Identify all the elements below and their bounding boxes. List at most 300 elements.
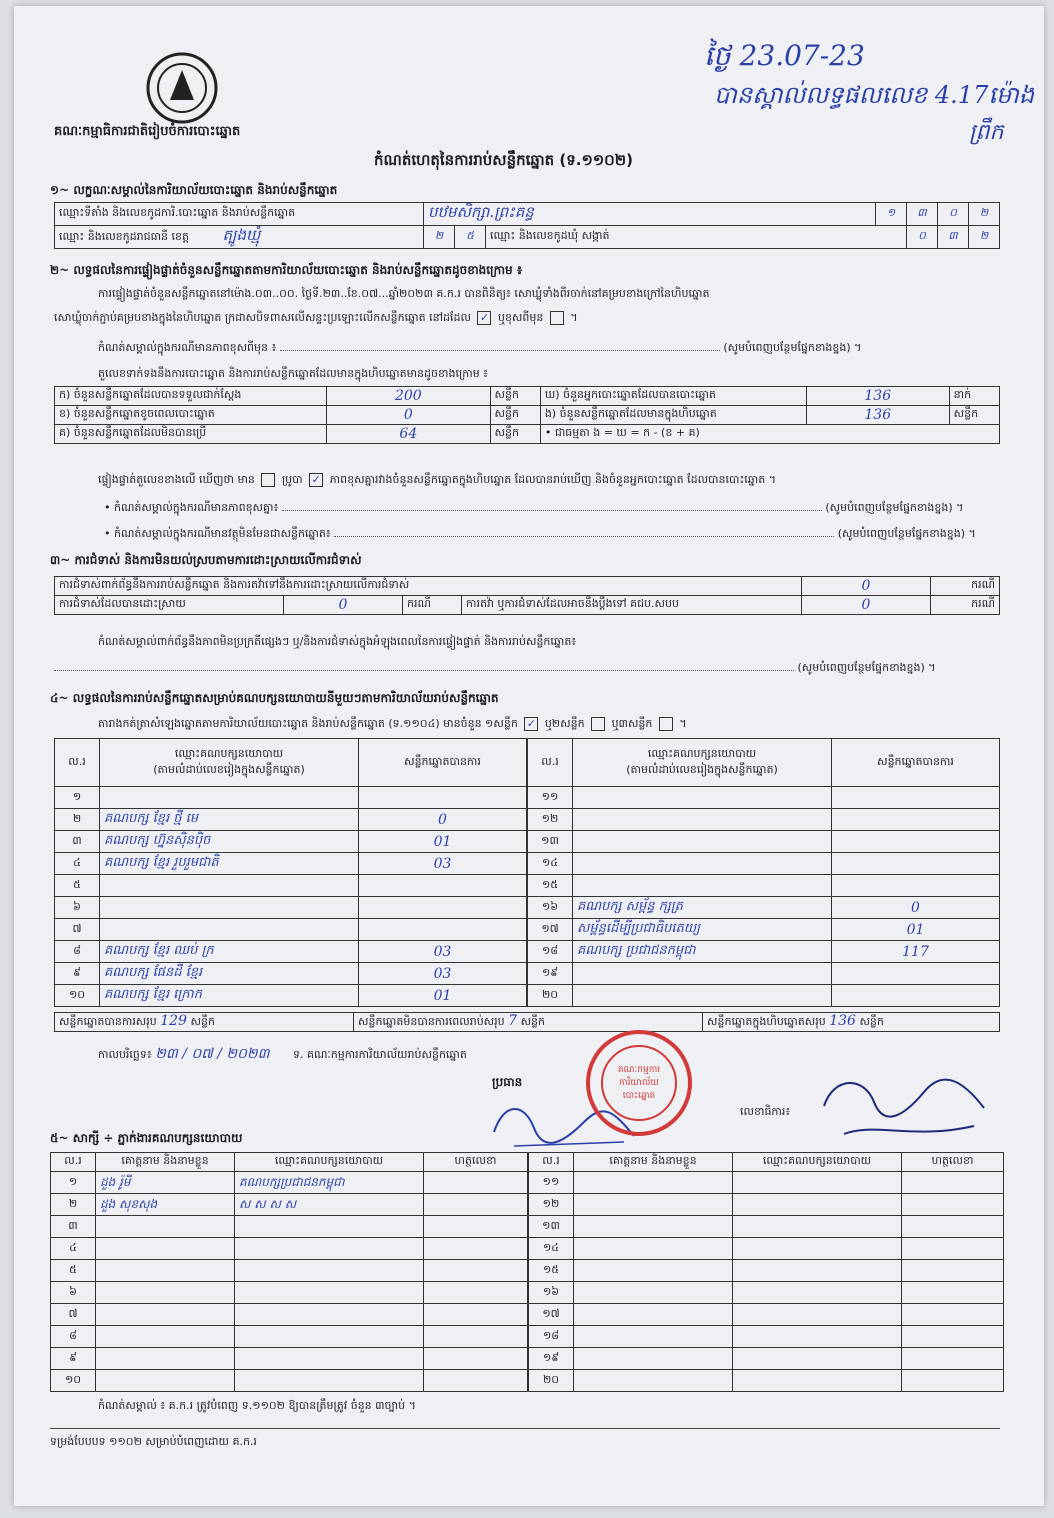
vote-row bbox=[55, 809, 527, 831]
location-code-4: ២ bbox=[969, 203, 1000, 226]
vote-row-votes bbox=[832, 853, 1000, 875]
witness-row-party bbox=[235, 1260, 424, 1282]
section3-table bbox=[54, 576, 1000, 615]
witness-row-no: ១ bbox=[51, 1172, 96, 1194]
section3-note: កំណត់សម្គាល់ពាក់ព័ន្ធនឹងភាពមិនប្រក្រតីផ្សេងៗ ឬ/និងការជំទាស់ក្នុងអំឡុងពេលនៃការផ្ទៀងផ្ទាត់ និងការរាប់សន្លឹកឆ្នោត៖ bbox=[98, 635, 577, 648]
three-sheets-checkbox[interactable] bbox=[659, 717, 673, 731]
witness-row-name bbox=[96, 1348, 235, 1370]
witness-row-party bbox=[733, 1172, 902, 1194]
witness-row-name bbox=[574, 1370, 733, 1392]
totals-box-unit: សន្លឹក bbox=[859, 1015, 884, 1028]
vote-row-party bbox=[573, 787, 832, 809]
witness-row-party: គណបក្សប្រជាជនកម្ពុជា bbox=[235, 1172, 424, 1194]
compare-tail: ភាពខុសគ្នារវាងចំនួនសន្លឹកឆ្នោតក្នុងហិបឆ្នោត ដែលបានរាប់ឃើញ និងចំនួនអ្នកបោះឆ្នោត ដែលបានបោះឆ្នោត ។ bbox=[329, 473, 776, 486]
location-value: បឋមសិក្សា.ព្រះគន្ធ bbox=[424, 203, 876, 226]
section4-sub-opt2: ឬ២សន្លឹក bbox=[544, 717, 585, 730]
witness-row-no: ៤ bbox=[51, 1238, 96, 1260]
totals-box-cell bbox=[703, 1013, 1000, 1032]
vote-row bbox=[528, 897, 1000, 919]
witness-row-no: ១៦ bbox=[529, 1282, 574, 1304]
witness-row-no: ២០ bbox=[529, 1370, 574, 1392]
witness-row bbox=[529, 1370, 1004, 1392]
witness-row-no: ១៥ bbox=[529, 1260, 574, 1282]
vote-row-party: គណបក្ស ខ្មែរ ក្រោក bbox=[100, 985, 359, 1007]
witness-row-no: ១៧ bbox=[529, 1304, 574, 1326]
witness-row-party bbox=[733, 1348, 902, 1370]
witness-row-name bbox=[574, 1260, 733, 1282]
vote-row-no: ១៦ bbox=[528, 897, 573, 919]
vote-row-party bbox=[573, 809, 832, 831]
bullet1-text: • កំណត់សម្គាល់ក្នុងករណីមានភាពខុសគ្នា៖ bbox=[104, 501, 279, 514]
section2-para2-end: ។ bbox=[570, 311, 578, 324]
province-code-1: ២ bbox=[424, 226, 455, 249]
chair-label: ប្រធាន bbox=[492, 1075, 523, 1089]
vote-row-no: ១៨ bbox=[528, 941, 573, 963]
totals-valid-unit: សន្លឹក bbox=[190, 1015, 215, 1028]
vote-row-no: ១៥ bbox=[528, 875, 573, 897]
witness-row-name bbox=[574, 1216, 733, 1238]
section4-title: ៤~ លទ្ធផលនៃការរាប់សន្លឹកឆ្នោតសម្រាប់គណបក្សនយោបាយនីមួយៗតាមការិយាល័យរាប់សន្លឹកឆ្នោត bbox=[50, 691, 499, 705]
difference-no-checkbox[interactable]: ✓ bbox=[309, 473, 323, 487]
vote-row bbox=[55, 919, 527, 941]
votes-left-col-no: ល.រ bbox=[55, 739, 100, 787]
witness-row-party bbox=[733, 1282, 902, 1304]
witness-table-right bbox=[528, 1152, 1004, 1392]
witness-row-no: ៣ bbox=[51, 1216, 96, 1238]
witness-row bbox=[51, 1260, 528, 1282]
witness-row-party bbox=[235, 1348, 424, 1370]
resolved-value: 0 bbox=[284, 596, 403, 615]
section4-sub bbox=[98, 716, 687, 732]
vote-row-votes bbox=[832, 875, 1000, 897]
witness-row-signature bbox=[424, 1216, 528, 1238]
votes-left-col-party bbox=[100, 739, 359, 787]
witness-row-party bbox=[235, 1216, 424, 1238]
votes-left-col-party-title: ឈ្មោះគណបក្សនយោបាយ bbox=[174, 746, 284, 760]
section4-sub-text: តារាងកត់ត្រាសំឡេងឆ្នោតតាមការិយាល័យបោះឆ្នោត និងរាប់សន្លឹកឆ្នោត (ទ.១១០៤) មានចំនួន ១សន្លឹក bbox=[98, 717, 518, 730]
vote-row-party bbox=[573, 875, 832, 897]
vote-row-party bbox=[100, 787, 359, 809]
vote-row-no: ១១ bbox=[528, 787, 573, 809]
witness-right-col-party: ឈ្មោះគណបក្សនយោបាយ bbox=[733, 1153, 902, 1172]
vote-row-party: គណបក្ស សម្ព័ន្ធ ក្សត្រ bbox=[573, 897, 832, 919]
date-label: កាលបរិច្ឆេទ៖ bbox=[98, 1048, 152, 1061]
date-value: ២៣ / ០៧ / ២០២៣ bbox=[155, 1046, 270, 1062]
totals-box-value: 136 bbox=[829, 1013, 856, 1029]
totals-table bbox=[54, 1012, 1000, 1032]
objection-value: 0 bbox=[802, 577, 931, 596]
witness-row bbox=[51, 1216, 528, 1238]
witness-row-party: ស ស ស ស bbox=[235, 1194, 424, 1216]
vote-row-votes: 117 bbox=[832, 941, 1000, 963]
witness-row-name bbox=[574, 1326, 733, 1348]
difference-yes-checkbox[interactable] bbox=[261, 473, 275, 487]
witness-row-signature bbox=[424, 1326, 528, 1348]
witness-row-signature bbox=[902, 1370, 1004, 1392]
vote-row-party bbox=[100, 875, 359, 897]
vote-row bbox=[528, 919, 1000, 941]
witness-row-signature bbox=[902, 1238, 1004, 1260]
witness-row-no: ១២ bbox=[529, 1194, 574, 1216]
ballots-in-box-value: 136 bbox=[806, 406, 949, 425]
witness-row bbox=[51, 1304, 528, 1326]
section2-note bbox=[98, 340, 861, 356]
vote-row-party: គណបក្ស ខ្មែរ ថ្មី មេ bbox=[100, 809, 359, 831]
totals-invalid-value: 7 bbox=[508, 1013, 518, 1029]
vote-row-no: ២ bbox=[55, 809, 100, 831]
vote-row-no: ១៩ bbox=[528, 963, 573, 985]
objection-label: ការជំទាស់ពាក់ព័ន្ធនឹងការរាប់សន្លឹកឆ្នោត និងការតវ៉ាទៅនឹងការដោះស្រាយលើការជំទាស់ bbox=[55, 577, 802, 596]
vote-row-party bbox=[573, 985, 832, 1007]
witness-row-party bbox=[733, 1194, 902, 1216]
vote-row-no: ១២ bbox=[528, 809, 573, 831]
votes-right-col-no: ល.រ bbox=[528, 739, 573, 787]
vote-row-votes: 01 bbox=[359, 985, 527, 1007]
section2-intro: តួលេខទាក់ទងនឹងការបោះឆ្នោត និងការរាប់សន្លឹកឆ្នោតដែលមានក្នុងហិបឆ្នោតមានដូចខាងក្រោម ៖ bbox=[98, 367, 489, 380]
one-sheet-checkbox[interactable]: ✓ bbox=[524, 717, 538, 731]
vote-row-party bbox=[573, 963, 832, 985]
voters-value: 136 bbox=[806, 387, 949, 406]
stamp-text: គណៈកម្មការ ការិយាល័យ បោះឆ្នោត bbox=[617, 1064, 661, 1101]
witness-row bbox=[51, 1348, 528, 1370]
witness-table-left bbox=[50, 1152, 528, 1392]
witness-row-signature bbox=[902, 1282, 1004, 1304]
vote-row-no: ៤ bbox=[55, 853, 100, 875]
section1-table bbox=[54, 202, 1000, 249]
vote-row-no: ៨ bbox=[55, 941, 100, 963]
witness-row-no: ១៤ bbox=[529, 1238, 574, 1260]
ballots-in-box-label: ង) ចំនួនសន្លឹកឆ្នោតដែលមានក្នុងហិបឆ្នោត bbox=[540, 406, 806, 425]
location-code-1: ១ bbox=[876, 203, 907, 226]
vote-row-party: គណបក្ស ប្រជាជនកម្ពុជា bbox=[573, 941, 832, 963]
commune-label: ឈ្មោះ និងលេខកូដឃុំ សង្កាត់ bbox=[486, 226, 907, 249]
witness-row-signature bbox=[424, 1194, 528, 1216]
section2-note-line bbox=[280, 350, 720, 351]
committee-sign-label: ទ. គណៈកម្មការការិយាល័យរាប់សន្លឹកឆ្នោត bbox=[292, 1048, 467, 1061]
received-unit: សន្លឹក bbox=[490, 387, 540, 406]
section2-title: ២~ លទ្ធផលនៃការផ្ទៀងផ្ទាត់ចំនួនសន្លឹកឆ្នោតតាមការិយាល័យបោះឆ្នោត និងរាប់សន្លឹកឆ្នោតដូចខាងក្រោម ៖ bbox=[50, 263, 523, 277]
totals-valid-label: សន្លឹកឆ្នោតបានការសរុប bbox=[59, 1015, 157, 1028]
witness-row-signature bbox=[902, 1260, 1004, 1282]
annotation-result: បានស្គាល់លទ្ធផលលេខ 4.17ម៉ោង bbox=[714, 81, 1035, 109]
vote-row bbox=[528, 831, 1000, 853]
section2-note-text: កំណត់សម្គាល់ក្នុងករណីមានភាពខុសពីមុន ៖ bbox=[98, 341, 277, 354]
commune-code-1: ០ bbox=[907, 226, 938, 249]
vote-row-votes bbox=[359, 919, 527, 941]
appeal-label: ការតវ៉ា ឬការជំទាស់ដែលអាចនឹងប្តឹងទៅ គជប.សបប bbox=[462, 596, 802, 615]
witness-row-party bbox=[733, 1238, 902, 1260]
province-code-2: ៥ bbox=[455, 226, 486, 249]
witness-row-signature bbox=[902, 1348, 1004, 1370]
annotation-date: ថ្ងៃ 23.07-23 bbox=[704, 39, 865, 72]
annotation-morning: ព្រឹក bbox=[969, 120, 1004, 145]
vote-row bbox=[528, 963, 1000, 985]
witness-row-name bbox=[574, 1282, 733, 1304]
witness-row bbox=[51, 1282, 528, 1304]
vote-row-party: សម្ព័ន្ធដើម្បីប្រជាធិបតេយ្យ bbox=[573, 919, 832, 941]
vote-row-no: ៧ bbox=[55, 919, 100, 941]
witness-row-signature bbox=[424, 1238, 528, 1260]
witness-row-signature bbox=[424, 1370, 528, 1392]
witness-left-col-sign: ហត្ថលេខា bbox=[424, 1153, 528, 1172]
witness-row-name bbox=[574, 1348, 733, 1370]
witness-row bbox=[529, 1282, 1004, 1304]
witness-row-party bbox=[733, 1326, 902, 1348]
resolved-unit: ករណី bbox=[403, 596, 462, 615]
witness-row bbox=[529, 1238, 1004, 1260]
witness-row-no: ១៩ bbox=[529, 1348, 574, 1370]
witness-row-name: ដួង រ៉ូមី bbox=[96, 1172, 235, 1194]
received-value: 200 bbox=[327, 387, 490, 406]
witness-row bbox=[529, 1348, 1004, 1370]
vote-row bbox=[55, 985, 527, 1007]
witness-left-col-party: ឈ្មោះគណបក្សនយោបាយ bbox=[235, 1153, 424, 1172]
compare-line bbox=[98, 472, 776, 488]
vote-row bbox=[528, 875, 1000, 897]
witness-row-name bbox=[574, 1194, 733, 1216]
received-label: ក) ចំនួនសន្លឹកឆ្នោតដែលបានទទួលជាក់ស្តែង bbox=[55, 387, 327, 406]
witness-row-no: ៩ bbox=[51, 1348, 96, 1370]
totals-box-label: សន្លឹកឆ្នោតក្នុងហិបឆ្នោតសរុប bbox=[707, 1015, 826, 1028]
vote-row-party: គណបក្ស ខ្មែរ រួបរួមជាតិ bbox=[100, 853, 359, 875]
vote-row-party bbox=[100, 919, 359, 941]
vote-row bbox=[528, 853, 1000, 875]
appeal-value: 0 bbox=[802, 596, 931, 615]
vote-row-votes: 03 bbox=[359, 963, 527, 985]
witness-right-col-sign: ហត្ថលេខា bbox=[902, 1153, 1004, 1172]
bullet1-line bbox=[104, 500, 963, 516]
footer-divider bbox=[50, 1428, 1000, 1429]
votes-table-right bbox=[527, 738, 1000, 1007]
vote-row-no: ២០ bbox=[528, 985, 573, 1007]
witness-row bbox=[51, 1370, 528, 1392]
witness-row-name bbox=[574, 1304, 733, 1326]
votes-right-col-party-title: ឈ្មោះគណបក្សនយោបាយ bbox=[647, 746, 757, 760]
votes-right-col-party-sub: (តាមលំដាប់លេខរៀងក្នុងសន្លឹកឆ្នោត) bbox=[626, 762, 778, 776]
vote-row-party bbox=[573, 853, 832, 875]
vote-row-no: ៥ bbox=[55, 875, 100, 897]
witness-row-name bbox=[96, 1238, 235, 1260]
section2-table bbox=[54, 386, 1000, 444]
vote-row-no: ១៣ bbox=[528, 831, 573, 853]
witness-row-name: ដួង សុខសុង bbox=[96, 1194, 235, 1216]
witness-row-no: ១៣ bbox=[529, 1216, 574, 1238]
bullet1-dots bbox=[282, 510, 822, 511]
commune-code-2: ៣ bbox=[938, 226, 969, 249]
section3-dots bbox=[54, 670, 794, 671]
witness-right-col-no: ល.រ bbox=[529, 1153, 574, 1172]
witness-row-signature bbox=[902, 1216, 1004, 1238]
official-stamp-icon bbox=[586, 1030, 692, 1136]
vote-row-votes: 03 bbox=[359, 853, 527, 875]
witness-row-no: ១០ bbox=[51, 1370, 96, 1392]
ballots-in-box-unit: សន្លឹក bbox=[949, 406, 999, 425]
votes-table-left bbox=[54, 738, 527, 1007]
witness-row-signature bbox=[424, 1348, 528, 1370]
vote-row-party bbox=[573, 831, 832, 853]
witness-row-name bbox=[96, 1260, 235, 1282]
location-label: ឈ្មោះទីតាំង និងលេខកូដការិ.បោះឆ្នោត និងរាប់សន្លឹកឆ្នោត bbox=[55, 203, 424, 226]
witness-row-party bbox=[733, 1260, 902, 1282]
section4-sub-opt3: ឬ៣សន្លឹក bbox=[611, 717, 653, 730]
section3-hint: (សូមបំពេញបន្ថែមផ្នែកខាងខ្នង) ។ bbox=[797, 661, 936, 674]
witness-row-party bbox=[733, 1216, 902, 1238]
vote-row-votes bbox=[832, 809, 1000, 831]
witness-row bbox=[51, 1194, 528, 1216]
witness-row-signature bbox=[424, 1282, 528, 1304]
totals-invalid-unit: សន្លឹក bbox=[520, 1015, 546, 1028]
vote-row bbox=[528, 809, 1000, 831]
province-label-text: ឈ្មោះ និងលេខកូដរាជធានី ខេត្ត bbox=[59, 230, 189, 243]
witness-row-party bbox=[235, 1282, 424, 1304]
witness-row-signature bbox=[902, 1172, 1004, 1194]
witness-left-col-name: គោត្តនាម និងនាមខ្លួន bbox=[96, 1153, 235, 1172]
witness-row-signature bbox=[424, 1260, 528, 1282]
secretary-label: លេខាធិការ៖ bbox=[740, 1105, 791, 1118]
voters-label: ឃ) ចំនួនអ្នកបោះឆ្នោតដែលបានបោះឆ្នោត bbox=[540, 387, 806, 406]
witness-row bbox=[529, 1304, 1004, 1326]
date-line bbox=[98, 1046, 467, 1063]
nec-logo-icon bbox=[142, 50, 222, 126]
commune-code-3: ២ bbox=[969, 226, 1000, 249]
witness-right-col-name: គោត្តនាម និងនាមខ្លួន bbox=[574, 1153, 733, 1172]
spoiled-label: ខ) ចំនួនសន្លឹកឆ្នោតខូចពេលបោះឆ្នោត bbox=[55, 406, 327, 425]
witness-row-no: ៧ bbox=[51, 1304, 96, 1326]
witness-row-party bbox=[235, 1326, 424, 1348]
voters-unit: នាក់ bbox=[949, 387, 999, 406]
witness-row-name bbox=[96, 1282, 235, 1304]
vote-row-no: ៣ bbox=[55, 831, 100, 853]
vote-row-votes bbox=[359, 897, 527, 919]
witness-row bbox=[51, 1326, 528, 1348]
witness-row-signature bbox=[902, 1194, 1004, 1216]
witness-row-name bbox=[96, 1216, 235, 1238]
section4-sub-end: ។ bbox=[679, 717, 687, 730]
changed-checkbox[interactable] bbox=[550, 311, 564, 325]
appeal-unit: ករណី bbox=[931, 596, 1000, 615]
vote-row bbox=[55, 941, 527, 963]
vote-row-no: ៦ bbox=[55, 897, 100, 919]
unused-unit: សន្លឹក bbox=[490, 425, 540, 444]
vote-row-votes: 0 bbox=[359, 809, 527, 831]
witness-row-no: ១១ bbox=[529, 1172, 574, 1194]
unused-value: 64 bbox=[327, 425, 490, 444]
totals-valid-value: 129 bbox=[160, 1013, 187, 1029]
witness-row-name bbox=[574, 1238, 733, 1260]
objection-unit: ករណី bbox=[931, 577, 1000, 596]
witness-row bbox=[529, 1194, 1004, 1216]
form-sheet bbox=[14, 6, 1044, 1506]
vote-row bbox=[528, 985, 1000, 1007]
votes-left-col-votes: សន្លឹកឆ្នោតបានការ bbox=[359, 739, 527, 787]
section3-note-line bbox=[54, 660, 936, 676]
unchanged-checkbox[interactable]: ✓ bbox=[477, 311, 491, 325]
vote-row-votes bbox=[832, 963, 1000, 985]
form-title: កំណត់ហេតុនៃការរាប់សន្លឹកឆ្នោត (ទ.១១០២) bbox=[374, 151, 634, 169]
votes-right-col-votes: សន្លឹកឆ្នោតបានការ bbox=[832, 739, 1000, 787]
totals-invalid-cell bbox=[354, 1013, 703, 1032]
vote-row-votes bbox=[832, 831, 1000, 853]
bullet2-line bbox=[104, 526, 976, 542]
section5-title: ៥~ សាក្សី ÷ ភ្នាក់ងារគណបក្សនយោបាយ bbox=[50, 1131, 243, 1145]
stamp-inner bbox=[601, 1045, 677, 1121]
totals-valid-cell bbox=[55, 1013, 354, 1032]
form-note: ទម្រង់បែបបទ ១១០២ សម្រាប់បំពេញដោយ គ.ក.រ bbox=[50, 1435, 257, 1448]
two-sheets-checkbox[interactable] bbox=[591, 717, 605, 731]
compare-text: ផ្ទៀងផ្ទាត់តួលេខខាងលើ ឃើញថា មាន bbox=[98, 473, 255, 486]
witness-row-no: ៥ bbox=[51, 1260, 96, 1282]
vote-row-party: គណបក្ស ហ្វ៊ុនស៊ិនប៉ិច bbox=[100, 831, 359, 853]
witness-left-col-no: ល.រ bbox=[51, 1153, 96, 1172]
location-code-2: ៣ bbox=[907, 203, 938, 226]
vote-row bbox=[55, 787, 527, 809]
location-code-3: ០ bbox=[938, 203, 969, 226]
witness-row-party bbox=[235, 1238, 424, 1260]
witness-row-signature bbox=[424, 1172, 528, 1194]
committee-name: គណៈកម្មាធិការជាតិរៀបចំការបោះឆ្នោត bbox=[54, 124, 241, 139]
votes-left-col-party-sub: (តាមលំដាប់លេខរៀងក្នុងសន្លឹកឆ្នោត) bbox=[153, 762, 305, 776]
witness-row-no: ៨ bbox=[51, 1326, 96, 1348]
witness-row-no: ២ bbox=[51, 1194, 96, 1216]
resolved-label: ការជំទាស់ដែលបានដោះស្រាយ bbox=[55, 596, 284, 615]
bullet2-text: • កំណត់សម្គាល់ក្នុងករណីមានវត្ថុមិនមែនជាសន្លឹកឆ្នោត៖ bbox=[104, 527, 331, 540]
witness-row-party bbox=[733, 1304, 902, 1326]
vote-row-party bbox=[100, 897, 359, 919]
secretary-signature-icon bbox=[814, 1056, 1014, 1146]
witness-row-name bbox=[96, 1326, 235, 1348]
vote-row-votes bbox=[359, 875, 527, 897]
witness-row-signature bbox=[902, 1304, 1004, 1326]
vote-row-votes: 01 bbox=[832, 919, 1000, 941]
section2-para2-text: សោឃ្លុំចាក់ភ្ជាប់គម្របខាងក្នុងនៃហិបឆ្នោត ក្រដាសបិទពាសលើសន្ទះប្រឡោះលើកសន្លឹកឆ្នោត នៅដដែល bbox=[54, 311, 471, 324]
province-value: ត្បូងឃ្មុំ bbox=[222, 226, 261, 244]
witness-row bbox=[529, 1172, 1004, 1194]
witness-row-party bbox=[235, 1370, 424, 1392]
vote-row bbox=[55, 875, 527, 897]
compare-eq: ប្រូបា bbox=[281, 473, 303, 486]
witness-row bbox=[529, 1260, 1004, 1282]
witness-row-signature bbox=[902, 1326, 1004, 1348]
section2-para1: ការផ្ទៀងផ្ទាត់ចំនួនសន្លឹកឆ្នោតនៅម៉ោង.០៣..០០. ថ្ងៃទី.២៣..ខែ.០៧...ឆ្នាំ២០២៣ គ.ក.រ បានពិនិត្យ៖ សោឃ្លុំទាំងពីរចាក់នៅគម្របខាងក្រៅនៃហិបឆ្នោត bbox=[98, 287, 710, 300]
witness-row-no: ១៨ bbox=[529, 1326, 574, 1348]
vote-row-votes: 03 bbox=[359, 941, 527, 963]
vote-row-votes: 01 bbox=[359, 831, 527, 853]
spoiled-value: 0 bbox=[327, 406, 490, 425]
vote-row bbox=[55, 963, 527, 985]
witness-row-name bbox=[96, 1304, 235, 1326]
footnote: កំណត់សម្គាល់ ៖ គ.ក.រ ត្រូវបំពេញ ទ.១១០២ ឱ្យបានត្រឹមត្រូវ ចំនួន ៣ច្បាប់ ។ bbox=[98, 1399, 416, 1412]
witness-row bbox=[529, 1326, 1004, 1348]
witness-row bbox=[51, 1172, 528, 1194]
section2-para2 bbox=[54, 310, 578, 326]
province-label bbox=[55, 226, 424, 249]
votes-right-col-party bbox=[573, 739, 832, 787]
vote-row bbox=[528, 787, 1000, 809]
vote-row-votes bbox=[832, 985, 1000, 1007]
bullet2-hint: (សូមបំពេញបន្ថែមផ្នែកខាងខ្នង) ។ bbox=[837, 527, 976, 540]
unused-label: គ) ចំនួនសន្លឹកឆ្នោតដែលមិនបានប្រើ bbox=[55, 425, 327, 444]
witness-row-name bbox=[574, 1172, 733, 1194]
section2-note-hint: (សូមបំពេញបន្ថែមផ្នែកខាងខ្នង) ។ bbox=[723, 341, 862, 354]
vote-row-votes: 0 bbox=[832, 897, 1000, 919]
spoiled-unit: សន្លឹក bbox=[490, 406, 540, 425]
witness-row bbox=[529, 1216, 1004, 1238]
vote-row bbox=[55, 831, 527, 853]
section1-title: ១~ លក្ខណៈសម្គាល់នៃការិយាល័យបោះឆ្នោត និងរាប់សន្លឹកឆ្នោត bbox=[50, 183, 338, 197]
vote-row-no: ១០ bbox=[55, 985, 100, 1007]
witness-row-signature bbox=[424, 1304, 528, 1326]
witness-row-name bbox=[96, 1370, 235, 1392]
